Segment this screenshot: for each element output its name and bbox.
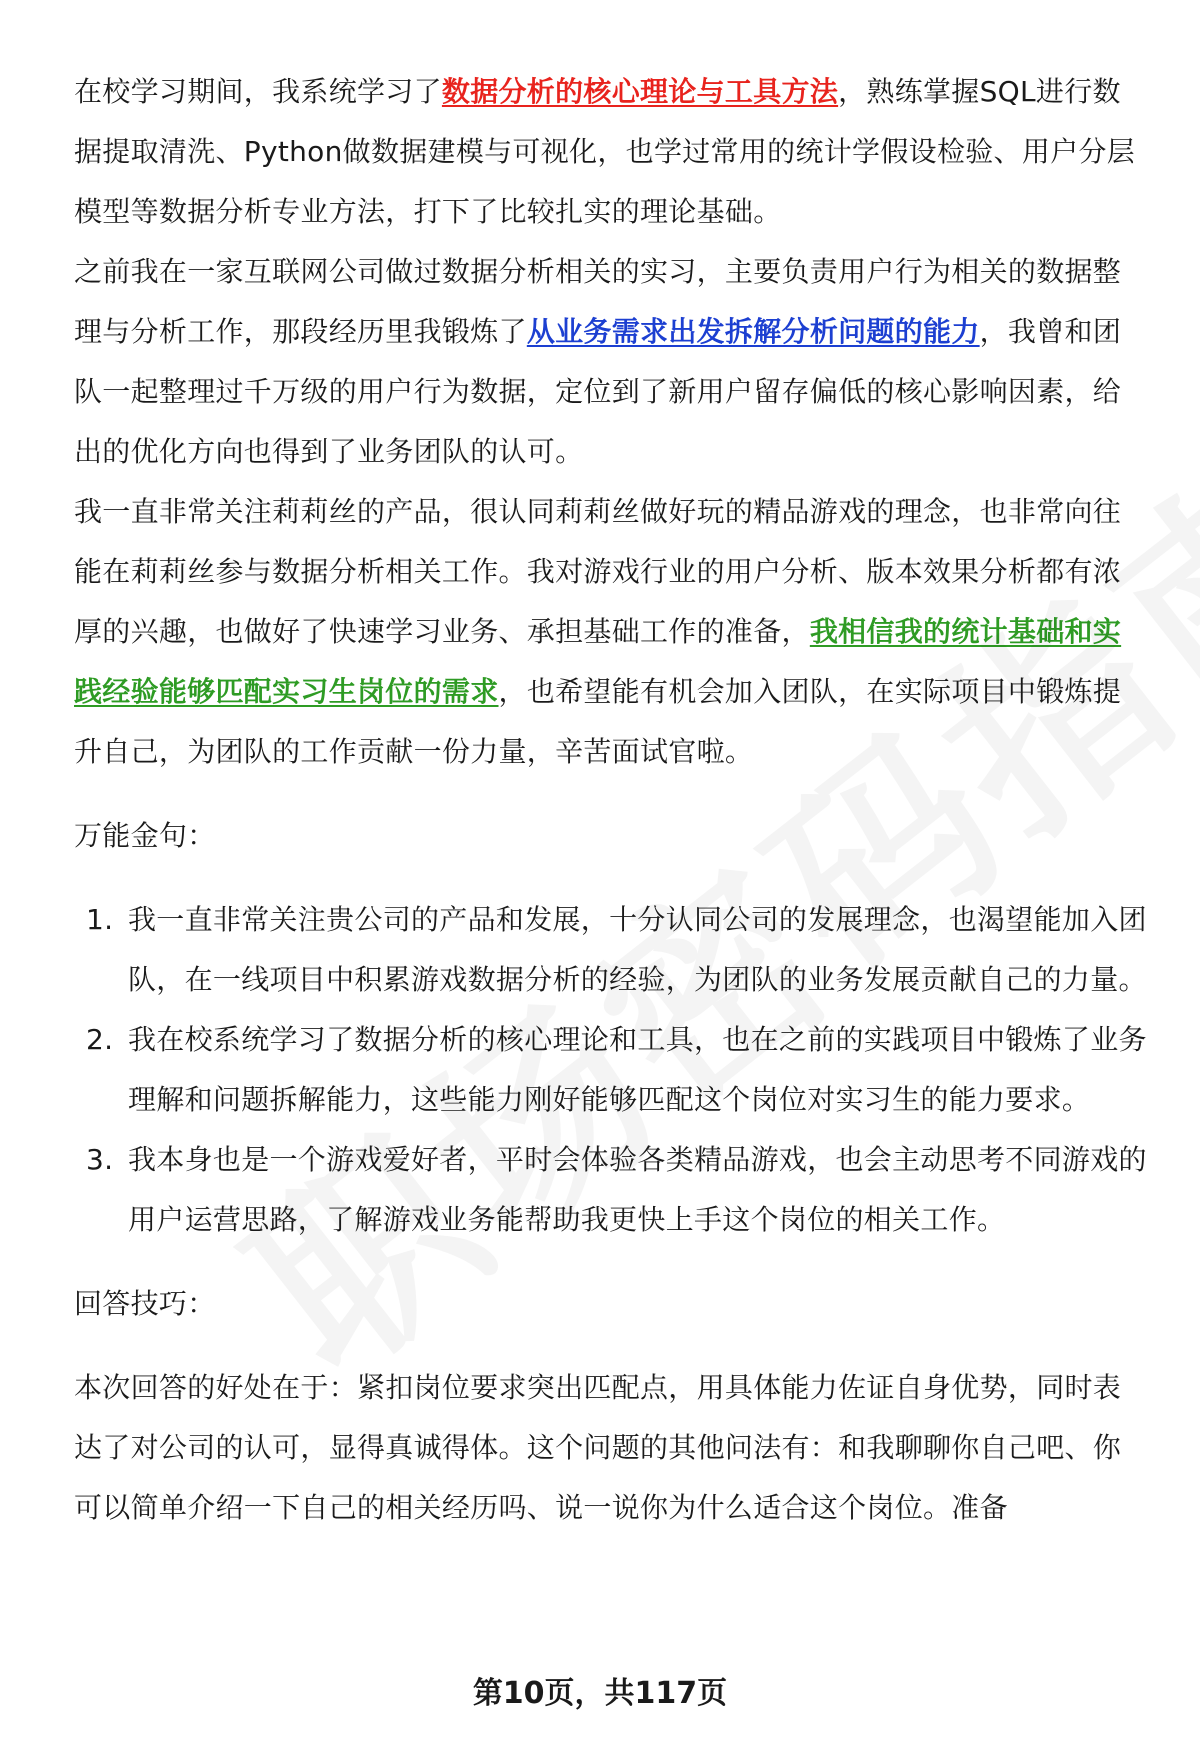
- highlight-problem-solving: 从业务需求出发拆解分析问题的能力: [526, 315, 980, 348]
- list-number: 1.: [86, 903, 114, 936]
- text-run: ，我曾和团队一起整理过千万级的用户行为数据，定位到了新用户留存偏低的核心影响因素，给出的优化方向也得到了业务团队的认可。: [74, 315, 1122, 468]
- text-run: ，熟练掌握SQL进行数据提取清洗、Python做数据建模与可视化，也学过常用的统计学假设检验、用户分层模型等数据分析专业方法，打下了比较扎实的理论基础。: [74, 75, 1136, 228]
- list-item-text: 我在校系统学习了数据分析的核心理论和工具，也在之前的实践项目中锻炼了业务理解和问题拆解能力，这些能力刚好能够匹配这个岗位对实习生的能力要求。: [128, 1023, 1147, 1116]
- list-item-text: 我一直非常关注贵公司的产品和发展，十分认同公司的发展理念，也渴望能加入团队，在一线项目中积累游戏数据分析的经验，为团队的业务发展贡献自己的力量。: [128, 903, 1147, 996]
- list-number: 2.: [86, 1023, 114, 1056]
- list-number: 3.: [86, 1143, 114, 1176]
- highlight-core-theory: 数据分析的核心理论与工具方法: [441, 75, 839, 108]
- intro-paragraph-motivation: [74, 482, 1148, 782]
- list-item: [74, 1130, 1148, 1250]
- highlight-job-match: 我相信我的统计基础和实践经验能够匹配实习生岗位的需求: [74, 615, 1122, 708]
- text-run: 之前我在一家互联网公司做过数据分析相关的实习，主要负责用户行为相关的数据整理与分析工作，那段经历里我锻炼了: [74, 255, 1122, 348]
- page-number-footer: 第10页，共117页: [472, 1676, 728, 1711]
- golden-sentences-list: [74, 890, 1148, 1250]
- golden-sentences-heading: 万能金句：: [74, 819, 216, 852]
- answer-tips-paragraph: 本次回答的好处在于：紧扣岗位要求突出匹配点，用具体能力佐证自身优势，同时表达了对公司的认可，显得真诚得体。这个问题的其他问法有：和我聊聊你自己吧、你可以简单介绍一下自己的相关经历吗、说一说你为什么适合这个岗位。准备: [74, 1371, 1122, 1524]
- intro-paragraph-internship: [74, 242, 1148, 482]
- list-item: [74, 890, 1148, 1010]
- list-item-text: 我本身也是一个游戏爱好者，平时会体验各类精品游戏，也会主动思考不同游戏的用户运营思路，了解游戏业务能帮助我更快上手这个岗位的相关工作。: [128, 1143, 1147, 1236]
- list-item: [74, 1010, 1148, 1130]
- answer-tips-heading: 回答技巧：: [74, 1287, 216, 1320]
- intro-paragraph-education: [74, 62, 1148, 242]
- text-run: ，也希望能有机会加入团队，在实际项目中锻炼提升自己，为团队的工作贡献一份力量，辛苦面试官啦。: [74, 675, 1122, 768]
- text-run: 我一直非常关注莉莉丝的产品，很认同莉莉丝做好玩的精品游戏的理念，也非常向往能在莉莉丝参与数据分析相关工作。我对游戏行业的用户分析、版本效果分析都有浓厚的兴趣，也做好了快速学习业务、承担基础工作的准备，: [74, 495, 1122, 648]
- text-run: 在校学习期间，我系统学习了: [74, 75, 442, 108]
